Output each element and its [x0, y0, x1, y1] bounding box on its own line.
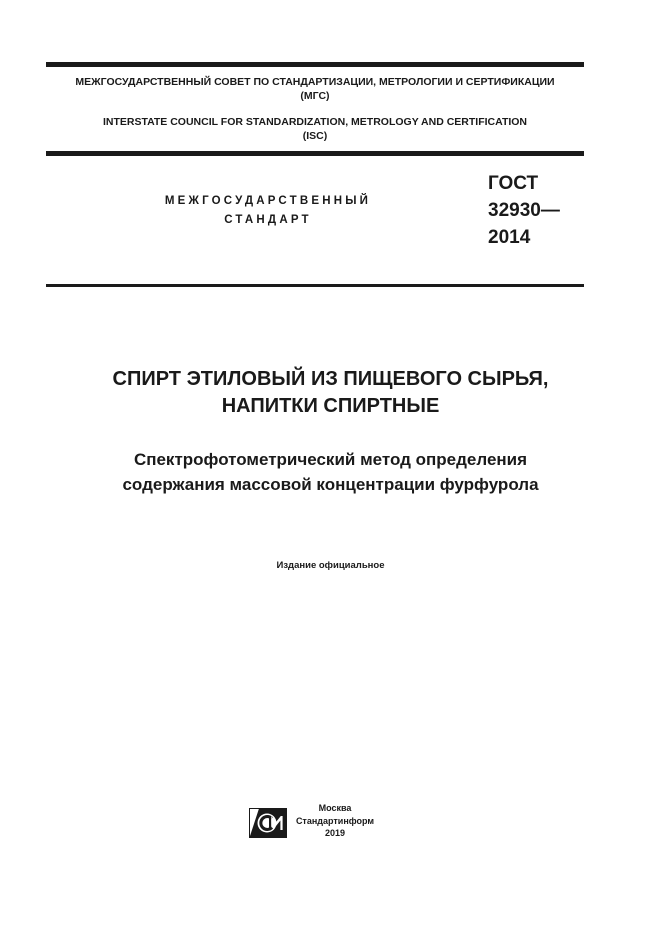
council-abbr-ru: (МГС) — [300, 90, 330, 102]
standard-kind-line2: СТАНДАРТ — [224, 214, 312, 226]
gost-label: ГОСТ — [488, 173, 539, 194]
standartinform-logo-icon — [249, 808, 287, 838]
document-subtitle-line1: Спектрофотометрический метод определения — [133, 450, 528, 469]
gost-number: 32930— — [488, 200, 560, 221]
standard-kind-line1: МЕЖГОСУДАРСТВЕННЫЙ — [164, 195, 372, 207]
middle-rule — [46, 151, 584, 156]
publisher-year: 2019 — [324, 828, 346, 838]
bottom-rule — [46, 284, 584, 287]
document-title-line1: СПИРТ ЭТИЛОВЫЙ ИЗ ПИЩЕВОГО СЫРЬЯ, — [112, 368, 549, 390]
edition-note: Издание официальное — [276, 560, 385, 571]
publisher-city: Москва — [318, 803, 352, 813]
publisher-name: Стандартинформ — [295, 815, 375, 826]
top-rule — [46, 62, 584, 67]
council-abbr-en: (ISC) — [302, 130, 328, 142]
document-title-line2: НАПИТКИ СПИРТНЫЕ — [221, 395, 440, 417]
standartinform-logo-svg — [249, 808, 287, 838]
document-subtitle-line2: содержания массовой концентрации фурфурола — [122, 475, 539, 494]
council-name-en — [46, 115, 584, 143]
council-name-ru-line: МЕЖГОСУДАРСТВЕННЫЙ СОВЕТ ПО СТАНДАРТИЗАЦИИ, МЕТРОЛОГИИ И СЕРТИФИКАЦИИ — [75, 76, 555, 88]
council-name-en-line: INTERSTATE COUNCIL FOR STANDARDIZATION, METROLOGY AND CERTIFICATION — [102, 116, 528, 128]
gost-year: 2014 — [488, 227, 531, 248]
council-name-ru — [46, 75, 584, 103]
publisher-block — [291, 802, 379, 840]
